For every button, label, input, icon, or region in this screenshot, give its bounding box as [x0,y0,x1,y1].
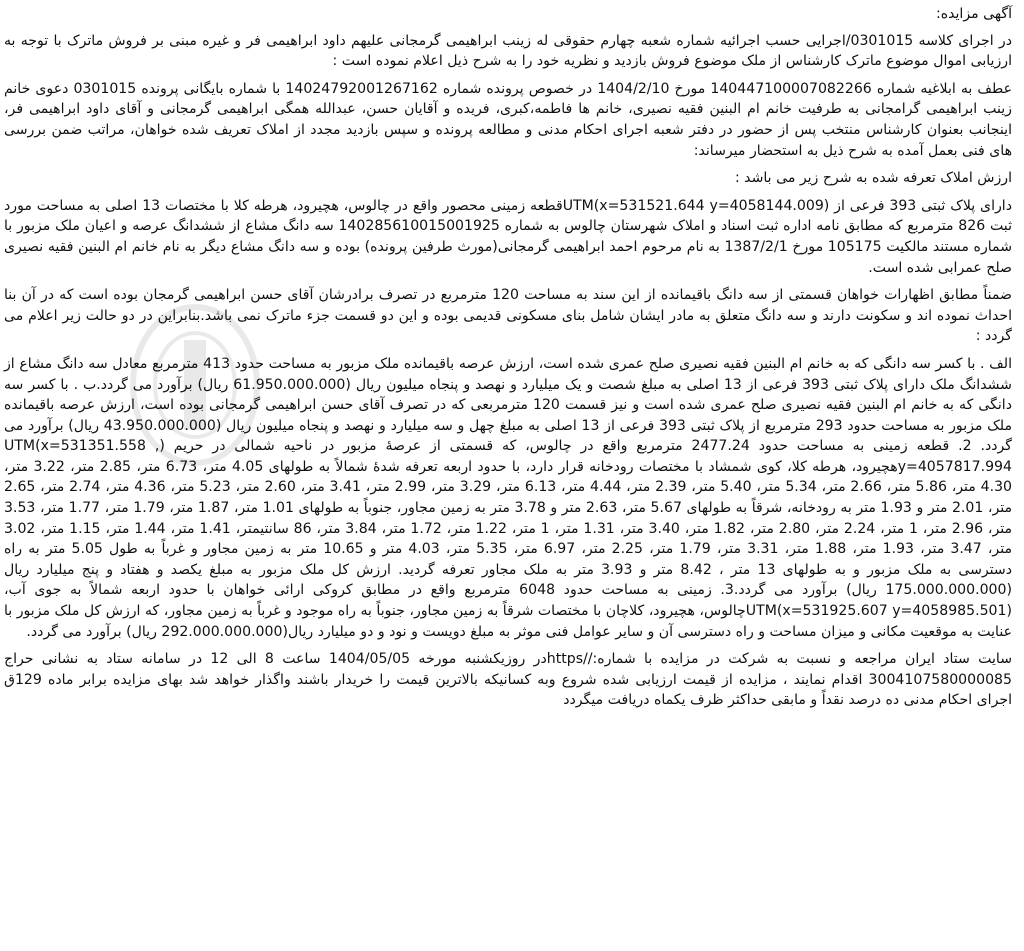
auction-paragraph: سایت ستاد ایران مراجعه و نسبت به شرکت در مزایده با شماره://httpsدر روزیکشنبه مورخه 1404/05/05 ساعت 8 الی 12 در سامانه ستاد به نشانی حراج 3004107580000085 اقدام نمایند ، مزایده از قیمت ارزیابی شده شروع وبه کسانیکه بالاترین قیمت را خریدار باشند واگذار خواهد شد بهای مزایده برابر ماده 129ق اجرای احکام مدنی ده درصد نقداً و مابقی حداکثر ظرف یکماه دریافت میگردد [4,651,1013,709]
valuation-paragraph: الف . با کسر سه دانگی که به خانم ام البنین فقیه نصیری صلح عمری شده است، ارزش عرصه باقیمانده ملک مزبور به مساحت حدود 413 مترمربع معادل سه دانگ مشاع از ششدانگ ملک دارای پلاک ثبتی 393 فرعی از 13 اصلی به مبلغ شصت و یک میلیارد و نهصد و پنجاه میلیون ریال (61.950.000.000 ریال) برآورد می گردد.ب . با کسر سه دانگی که به خانم ام البنین فقیه نصیری صلح عمری شده است و نیز قسمت 120 مترمربعی که در تصرف آقای حسن ابراهیمی گرمجانی بوده است، ارزش عرصه باقیمانده ملک مزبور به مساحت حدود 293 مترمربع از پلاک ثبتی 393 فرعی از 13 اصلی به مبلغ چهل و سه میلیارد و نهصد و پنجاه میلیون ریال (43.950.000.000 ریال) برآورد می گردد. 2. قطعه زمینی به مساحت حدود 2477.24 مترمربع واقع در چالوس، که قسمتی از عرصهٔ مزبور در ناحیه شمالی در حریم (UTM(x=531351.558 , y=4057817.994هچیرود، هرطه کلا، کوی شمشاد با مختصات رودخانه قرار دارد، با حدود اربعه تعرفه شدهٔ شمالاً به طولهای 4.05 متر، 6.73 متر، 2.85 متر، 3.22 متر، 4.30 متر، 5.86 متر، 2.66 متر، 5.34 متر، 5.40 متر، 2.39 متر، 4.44 متر، 6.13 متر، 3.29 متر، 2.99 متر، 3.41 متر، 2.60 متر، 5.23 متر، 4.36 متر، 2.74 متر، 2.65 متر، 2.01 متر و 1.93 متر به رودخانه، شرقاً به طولهای 5.67 متر، 2.63 متر و 3.78 متر به زمین مجاور، جنوباً به طولهای 1.01 متر، 1.87 متر، 1.79 متر، 1.77 متر، 3.53 متر، 2.96 متر، 1 متر، 2.24 متر، 2.80 متر، 1.82 متر، 3.40 متر، 1.31 متر، 1 متر، 1.22 متر، 1.72 متر، 3.84 متر، 86 سانتیمتر، 1.41 متر، 1.44 متر، 1.15 متر، 3.02 متر، 3.47 متر، 1.93 متر، 1.88 متر، 3.31 متر، 1.79 متر، 2.25 متر، 6.97 متر، 5.35 متر، 4.03 متر و 10.65 متر به زمین مجاور و غرباً به طول 5.05 متر به راه دسترسی به ملک مزبور و به طولهای 13 متر ، 8.42 متر و 3.93 متر به ملک مجاور تعرفه گردید. ارزش کل ملک مزبور به مبلغ یکصد و هفتاد و پنج میلیارد ریال (175.000.000.000 ریال) برآورد می گردد.3. زمینی به مساحت حدود 6048 مترمربع واقع در مطابق کروکی ارائی خواهان با حدود اربعه شمالاً به جوی آب، (UTM(x=531925.607 y=4058985.501چالوس، هچیرود، کلاچان با مختصات شرقاً به زمین مجاور، جنوباً به راه موجود و غرباً به زمین مجاور، که ارزش کل ملک مزبور با عنایت به موقعیت مکانی و میزان مساحت و راه دسترسی آن و سایر عوامل فنی موثر به مبلغ دویست و نود و دو میلیارد ریال(292.000.000.000 ریال) برآورد می گردد. [4,355,1013,640]
value-heading: ارزش املاک تعرفه شده به شرح زیر می باشد : [734,170,1012,187]
notice-title: آگهی مزایده: [935,6,1012,22]
claim-paragraph: ضمناً مطابق اظهارات خواهان قسمتی از سه دانگ باقیمانده از این سند به مساحت 120 مترمربع در تصرف برادرشان آقای حسن ابراهیمی گرمجان بوده است که در آن بنا احداث نموده اند و سکونت دارند و سه دانگ متعلق به مادر ایشان شامل بنای مسکونی قدیمی بوده و این دو قسمت جزء ماترک نمی باشد.بنابراین در دو حالت زیر اعلام می گردد : [4,287,1013,345]
reference-paragraph: عطف به ابلاغیه شماره 140447100007082266 مورخ 1404/2/10 در خصوص پرونده شماره 14024792001267162 با شماره بایگانی پرونده 0301015 دعوی خانم زینب ابراهیمی گرامجانی به طرفیت خانم ام البنین فقیه نصیری، خانم ها فاطمه،کبری، فریده و آقایان حسن، عبدالله همگی ابراهیمی گرمجانی و آقای داود ابراهیمی فر، اینجانب بعنوان کارشناس منتخب پس از حضور در دفتر شعبه اجرای احکام مدنی و مطالعه پرونده و سپس بازدید مجدد از املاک تعریف شده خواهان، مراتب ضمن بررسی های فنی بعمل آمده به شرح ذیل به استحضار میرساند: [4,80,1012,159]
intro-paragraph: در اجرای کلاسه 0301015/اجرایی حسب اجرائیه شماره شعبه چهارم حقوقی له زینب ابراهیمی گرمجانی علیهم داود ابراهیمی فر و غیره مبنی بر فروش ماترک با توجه به ارزیابی اموال موضوع ماترک کارشناس از ملک موضوع فروش بازدید و نظریه خود را به شرح ذیل اعلام نموده است : [4,32,1013,70]
property-paragraph: دارای پلاک ثبتی 393 فرعی از UTM(x=531521.644 y=4058144.009)قطعه زمینی محصور واقع در چالوس، هچیرود، هرطه کلا با مختصات 13 اصلی به مساحت مورد ثبت 826 مترمربع که مطابق نامه اداره ثبت اسناد و املاک شهرستان چالوس به شماره 140285610015001925 سه دانگ مشاع از ششدانگ عرصه و اعیان ملک مزبور با شماره مستند مالکیت 105175 مورخ 1387/2/1 به نام مرحوم احمد ابراهیمی گرمجانی(مورث طرفین پرونده) بوده و سه دانگ مشاع دیگر به نام خانم ام البنین فقیه نصیری صلح عمرابی شده است. [4,197,1012,276]
auction-notice [4,4,1018,718]
